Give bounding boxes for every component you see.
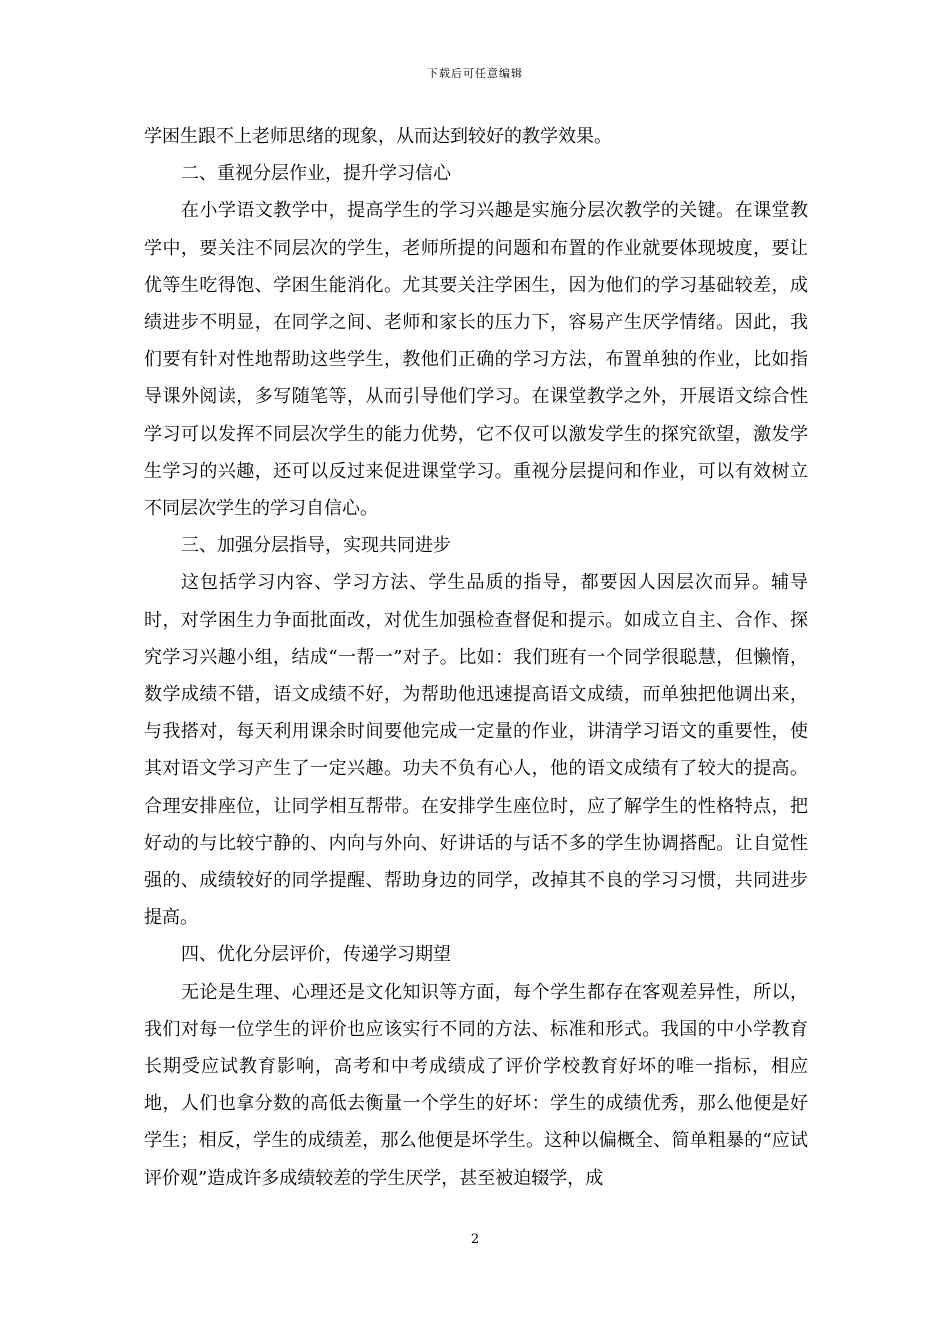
section-heading-2: 二、重视分层作业，提升学习信心 [181, 163, 451, 185]
paragraph-continued: 学困生跟不上老师思绪的现象，从而达到较好的教学效果。 [144, 126, 612, 147]
section-heading-3: 三、加强分层指导，实现共同进步 [181, 535, 451, 557]
page-header-note: 下载后可任意编辑 [427, 67, 523, 80]
paragraph-section-3: 这包括学习内容、学习方法、学生品质的指导，都要因人因层次而异。辅导时，对学困生力争面批面改，对优生加强检查督促和提示。如成立自主、合作、探究学习兴趣小组，结成“一帮一”对子。比如：我们班有一个同学很聪慧，但懒惰，数学成绩不错，语文成绩不好，为帮助他迅速提高语文成绩，而单独把他调出来，与我搭对，每天利用课余时间要他完成一定量的作业，讲清学习语文的重要性，使其对语文学习产生了一定兴趣。功夫不负有心人，他的语文成绩有了较大的提高。合理安排座位，让同学相互帮带。在安排学生座位时，应了解学生的性格特点，把好动的与比较宁静的、内向与外向、好讲话的与话不多的学生协调搭配。让自觉性强的、成绩较好的同学提醒、帮助身边的同学，改掉其不良的学习习惯，共同进步提高。 [144, 572, 808, 929]
paragraph-section-4: 无论是生理、心理还是文化知识等方面，每个学生都存在客观差异性，所以，我们对每一位学生的评价也应该实行不同的方法、标准和形式。我国的中小学教育长期受应试教育影响，高考和中考成绩成了评价学校教育好坏的唯一指标，相应地，人们也拿分数的高低去衡量一个学生的好坏：学生的成绩优秀，那么他便是好学生；相反，学生的成绩差，那么他便是坏学生。这种以偏概全、简单粗暴的“应试评价观”造成许多成绩较差的学生厌学，甚至被迫辍学，成 [144, 981, 808, 1189]
section-heading-4: 四、优化分层评价，传递学习期望 [181, 944, 451, 966]
page-number: 2 [470, 1232, 480, 1247]
document-body [144, 118, 808, 1197]
paragraph-section-2: 在小学语文教学中，提高学生的学习兴趣是实施分层次教学的关键。在课堂教学中，要关注不同层次的学生，老师所提的问题和布置的作业就要体现坡度，要让优等生吃得饱、学困生能消化。尤其要关注学困生，因为他们的学习基础较差，成绩进步不明显，在同学之间、老师和家长的压力下，容易产生厌学情绪。因此，我们要有针对性地帮助这些学生，教他们正确的学习方法，布置单独的作业，比如指导课外阅读，多写随笔等，从而引导他们学习。在课堂教学之外，开展语文综合性学习可以发挥不同层次学生的能力优势，它不仅可以激发学生的探究欲望，激发学生学习的兴趣，还可以反过来促进课堂学习。重视分层提问和作业，可以有效树立不同层次学生的学习自信心。 [144, 200, 808, 520]
